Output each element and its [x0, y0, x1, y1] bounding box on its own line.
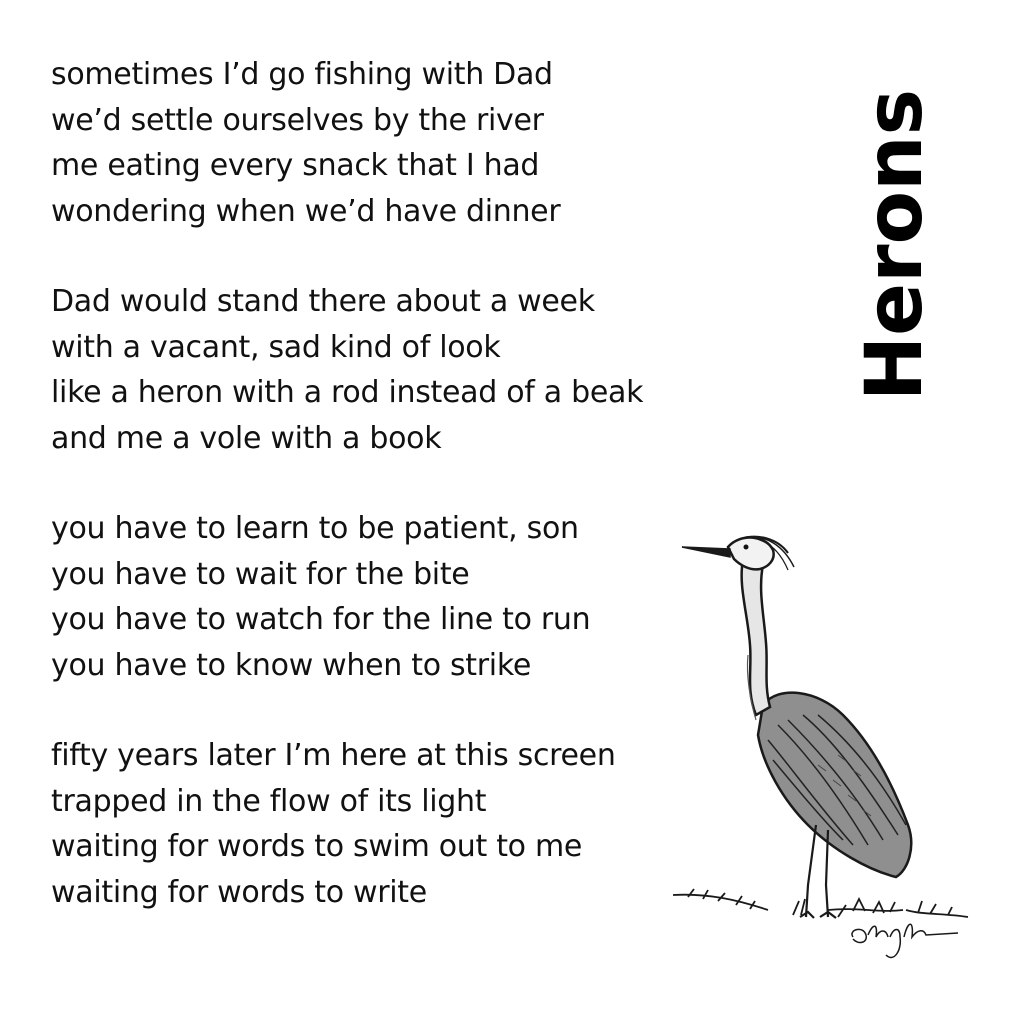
poem-line: sometimes I’d go fishing with Dad — [51, 57, 553, 92]
stanza-4 — [51, 733, 711, 915]
poem-line: waiting for words to write — [51, 874, 427, 910]
signature — [852, 924, 958, 957]
poem-line: you have to watch for the line to run — [51, 602, 591, 637]
poem-line: and me a vole with a book — [51, 420, 442, 456]
poem-title: Herons — [850, 88, 940, 402]
heron-beak — [682, 547, 730, 557]
ground-grass — [673, 889, 968, 917]
poem-line: with a vacant, sad kind of look — [51, 329, 501, 365]
poem-line: me eating every snack that I had — [51, 148, 540, 183]
stanza-1 — [51, 52, 711, 234]
poem-body — [51, 52, 711, 960]
heron-body — [758, 693, 911, 877]
poem-line: wondering when we’d have dinner — [51, 193, 561, 229]
poem-line: you have to learn to be patient, son — [51, 511, 579, 546]
poem-line: you have to wait for the bite — [51, 556, 470, 592]
heron-head — [728, 538, 774, 570]
heron-leg-right — [826, 830, 828, 917]
poem-line: you have to know when to strike — [51, 647, 532, 683]
poem-line: like a heron with a rod instead of a beak — [51, 375, 644, 410]
poem-line: fifty years later I’m here at this screen — [51, 738, 616, 773]
poem-line: we’d settle ourselves by the river — [51, 102, 544, 138]
heron-sketch-icon — [668, 525, 978, 965]
heron-leg-left — [806, 825, 816, 917]
heron-neck — [742, 560, 770, 715]
poem-line: waiting for words to swim out to me — [51, 829, 583, 864]
poem-line: trapped in the flow of its light — [51, 783, 487, 819]
stanza-3 — [51, 506, 711, 688]
stanza-2 — [51, 279, 711, 461]
poem-line: Dad would stand there about a week — [51, 284, 595, 319]
